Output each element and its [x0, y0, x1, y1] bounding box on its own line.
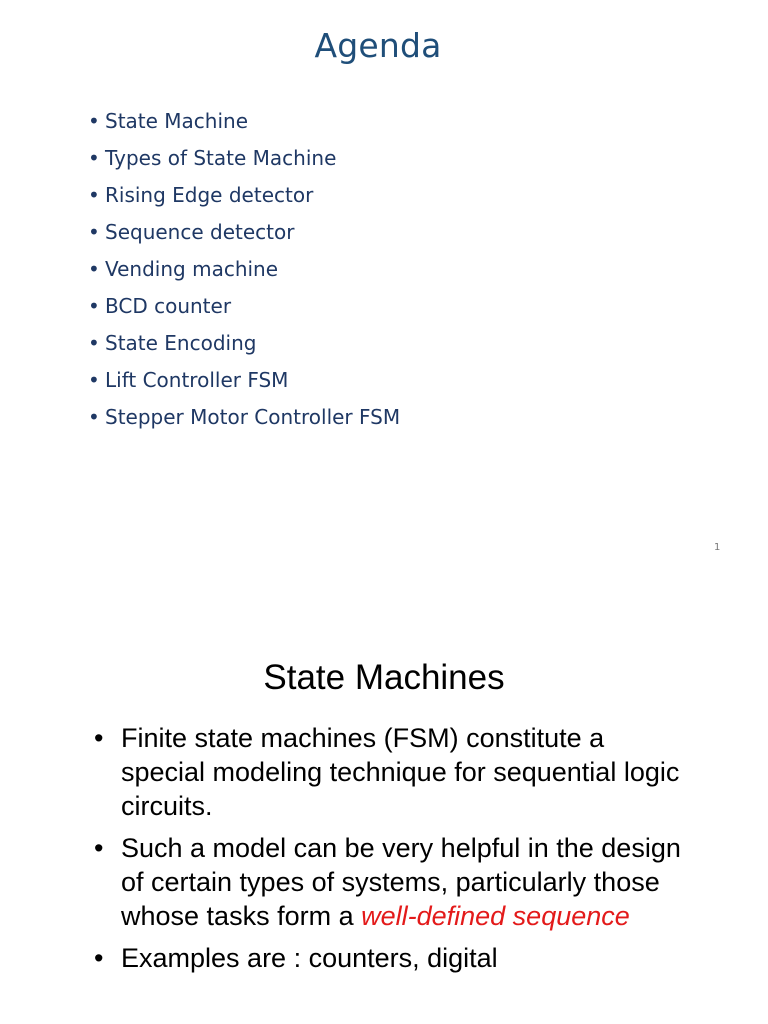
- bullet-icon: •: [88, 294, 100, 318]
- agenda-list: [88, 103, 400, 436]
- content-bullet-text: Examples are : counters, digital: [121, 943, 498, 973]
- bullet-icon: •: [88, 109, 100, 133]
- bullet-icon: •: [88, 405, 100, 429]
- bullet-icon: •: [88, 331, 100, 355]
- agenda-item: [88, 140, 400, 177]
- content-bullet: [94, 941, 694, 975]
- content-bullet: [94, 831, 694, 933]
- bullet-icon: •: [88, 183, 100, 207]
- agenda-item-label: Lift Controller FSM: [105, 368, 289, 392]
- agenda-item-label: State Machine: [105, 109, 249, 133]
- slide-state-machines: [0, 598, 768, 1024]
- agenda-item-label: BCD counter: [105, 294, 232, 318]
- agenda-item: [88, 362, 400, 399]
- bullet-icon: •: [94, 723, 104, 753]
- bullet-icon: •: [88, 220, 100, 244]
- bullet-icon: •: [88, 146, 100, 170]
- content-bullet-text: Finite state machines (FSM) constitute a special modeling technique for sequential logic circuits.: [121, 723, 680, 821]
- agenda-item: [88, 103, 400, 140]
- agenda-item: [88, 399, 400, 436]
- slide-title: Agenda: [314, 26, 442, 65]
- content-bullet: [94, 721, 694, 823]
- agenda-item-label: Rising Edge detector: [105, 183, 314, 207]
- agenda-item: [88, 288, 400, 325]
- page-number: 1: [714, 542, 721, 553]
- content-list: [94, 721, 694, 983]
- bullet-icon: •: [88, 368, 100, 392]
- agenda-item: [88, 214, 400, 251]
- agenda-item: [88, 325, 400, 362]
- agenda-item: [88, 177, 400, 214]
- agenda-item-label: Types of State Machine: [105, 146, 337, 170]
- content-bullet-text: Such a model can be very helpful in the design of certain types of systems, particularly those whose tasks form a: [121, 833, 681, 931]
- bullet-icon: •: [94, 943, 104, 973]
- agenda-item-label: Vending machine: [105, 257, 279, 281]
- agenda-item-label: Stepper Motor Controller FSM: [105, 405, 401, 429]
- bullet-icon: •: [94, 833, 104, 863]
- emphasis-text: well-defined sequence: [361, 901, 630, 931]
- agenda-item-label: Sequence detector: [105, 220, 295, 244]
- bullet-icon: •: [88, 257, 100, 281]
- agenda-item: [88, 251, 400, 288]
- agenda-item-label: State Encoding: [105, 331, 257, 355]
- slide-title: State Machines: [263, 658, 505, 697]
